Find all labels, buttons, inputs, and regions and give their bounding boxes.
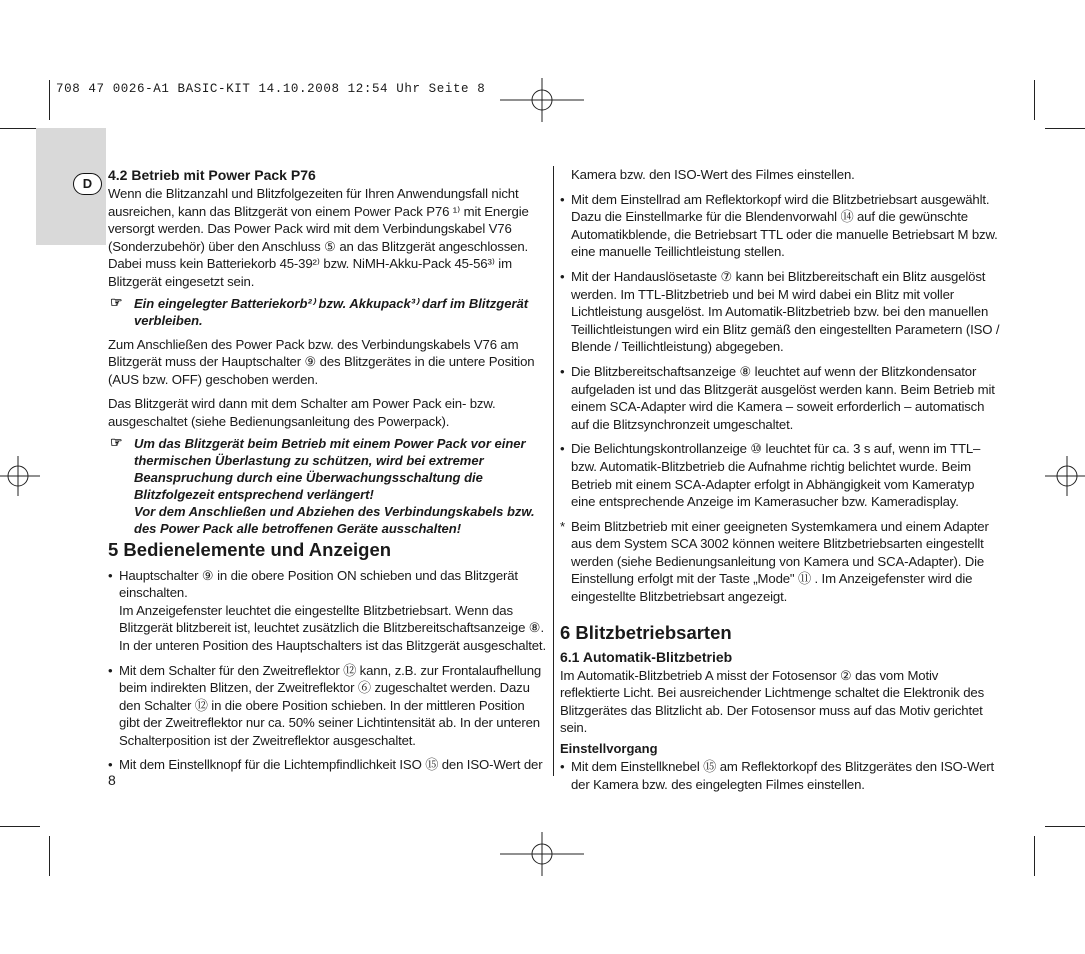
page-number: 8 xyxy=(108,772,116,788)
crop-mark xyxy=(0,826,40,827)
crop-mark xyxy=(1034,80,1035,120)
note xyxy=(108,295,548,329)
section-title-6-1: 6.1 Automatik-Blitzbetrieb xyxy=(560,648,733,665)
registration-mark-top xyxy=(500,78,584,122)
list-item: • Mit dem Einstellrad am Reflektorkopf wird die Blitzbetriebsart ausgewählt. Dazu die Einstellmarke für die Blendenvorwahl ⑭ auf die gewünschte Automatikblende, die Betriebsart TTL oder die manuelle Betriebsart M bzw. eine manuelle Teillichtleistung stellen. xyxy=(560,191,998,260)
pointing-hand-icon: ☞ xyxy=(110,433,123,450)
note-text: Vor dem Anschließen und Abziehen des Verbindungskabels bzw. des Power Pack alle betroffenen Geräte ausschalten! xyxy=(134,503,535,536)
list-item: • Mit dem Einstellknebel ⑮ am Reflektorkopf des Blitzgerätes den ISO-Wert der Kamera bzw. des eingelegten Filmes einstellen. xyxy=(560,759,995,792)
column-divider xyxy=(553,166,554,776)
section-title-6: 6 Blitzbetriebsarten xyxy=(560,621,732,643)
language-badge: D xyxy=(73,173,102,195)
note xyxy=(108,435,548,537)
crop-mark xyxy=(49,836,50,876)
registration-mark-bottom xyxy=(500,832,584,876)
paragraph: Zum Anschließen des Power Pack bzw. des Verbindungskabels V76 am Blitzgerät muss der Hauptschalter ⑨ des Blitzgerätes in die untere Position (AUS bzw. OFF) geschoben werden. xyxy=(108,336,535,387)
list-item: • Hauptschalter ⑨ in die obere Position ON schieben und das Blitzgerät einschalten. xyxy=(108,567,518,601)
paragraph: Im Automatik-Blitzbetrieb A misst der Fotosensor ② das vom Motiv reflektierte Licht. Bei ausreichender Lichtmenge schaltet die Elektronik des Blitzgerätes das Blitzlicht ab. Der Fotosensor muss auf das Motiv gerichtet sein. xyxy=(560,667,985,736)
list-item: • Mit der Handauslösetaste ⑦ kann bei Blitzbereitschaft ein Blitz ausgelöst werden. Im TTL-Blitzbetrieb und bei M wird dabei ein Blitz mit voller Lichtleistung ausgelöst. Im Automatik-Blitzbetrieb bzw. bei den manuellen Teillichtleistungen wird ein Blitz gemäß den eingestellten Parametern (ISO / Blende / Teillichtleistung) abgegeben. xyxy=(560,268,1000,355)
crop-mark xyxy=(1034,836,1035,876)
crop-mark xyxy=(1045,826,1085,827)
list-item: • Die Belichtungskontrollanzeige ⑩ leuchtet für ca. 3 s auf, wenn im TTL– bzw. Automatik-Blitzbetrieb die Aufnahme richtig belichtet wurde. Beim Betrieb mit einem SCA-Adapter erfolgt in Abhängigkeit vom Kameratyp eine entsprechende Anzeige im Kamerasucher bzw. Kameradisplay. xyxy=(560,441,981,510)
footnote: * Beim Blitzbetrieb mit einer geeigneten Systemkamera und einem Adapter aus dem System SCA 3002 können weitere Blitzbetriebsarten eingestellt werden (siehe Bedienungsanleitung von Kamera und SCA-Adapter). Die Einstellung erfolgt mit der Taste „Mode" ⑪ . Im Anzeigefenster wird die eingestellte Blitzbetriebsart angezeigt. xyxy=(560,518,989,605)
registration-mark-left xyxy=(0,456,40,496)
right-column xyxy=(560,166,1000,793)
paragraph: Das Blitzgerät wird dann mit dem Schalter am Power Pack ein- bzw. ausgeschaltet (siehe Bedienungsanleitung des Powerpack). xyxy=(108,396,496,429)
paragraph: Wenn die Blitzanzahl und Blitzfolgezeiten für Ihren Anwendungsfall nicht ausreichen, kann das Blitzgerät von einem Power Pack P76 ¹⁾ mit Energie versorgt werden. Das Power Pack wird mit dem Verbindungskabel V76 (Sonderzubehör) über den Anschluss ⑤ an das Blitzgerät angeschlossen. Dabei muss kein Batteriekorb 45-39²⁾ bzw. NiMH-Akku-Pack 45-56³⁾ im Blitzgerät eingesetzt sein. xyxy=(108,186,529,289)
left-column xyxy=(108,166,548,774)
list-item-continuation: Kamera bzw. den ISO-Wert des Filmes einstellen. xyxy=(571,167,855,182)
note-text: Ein eingelegter Batteriekorb²⁾ bzw. Akkupack³⁾ darf im Blitzgerät verbleiben. xyxy=(134,295,529,328)
list-item: • Mit dem Einstellknopf für die Lichtempfindlichkeit ISO ⑮ den ISO-Wert der xyxy=(108,757,543,773)
subheading-einstellvorgang: Einstellvorgang xyxy=(560,741,658,757)
crop-mark xyxy=(1045,128,1085,129)
crop-mark xyxy=(49,80,50,120)
registration-mark-right xyxy=(1045,456,1085,496)
section-title-5: 5 Bedienelemente und Anzeigen xyxy=(108,538,392,560)
print-header: 708 47 0026-A1 BASIC-KIT 14.10.2008 12:54 Uhr Seite 8 xyxy=(56,82,486,96)
list-item: • Die Blitzbereitschaftsanzeige ⑧ leuchtet auf wenn der Blitzkondensator aufgeladen ist und das Blitzgerät ausgelöst werden kann. Beim Betrieb mit einem SCA-Adapter wird die Kamera – soweit erforderlich – automatisch auf die Blitzsynchronzeit umgeschaltet. xyxy=(560,363,995,432)
list-item: • Mit dem Schalter für den Zweitreflektor ⑫ kann, z.B. zur Frontalaufhellung beim indirekten Blitzen, der Zweitreflektor ⑥ zugeschaltet werden. Dazu den Schalter ⑫ in die obere Position schieben. In der mittleren Position gibt der Zweitreflektor nur ca. 50% seiner Lichtintensität ab. In der unteren Schalterposition ist der Zweitreflektor ausgeschaltet. xyxy=(108,662,542,748)
section-title-4-2: 4.2 Betrieb mit Power Pack P76 xyxy=(108,167,316,183)
list-item-continuation: Im Anzeigefenster leuchtet die eingestellte Blitzbetriebsart. Wenn das Blitzgerät blitzbereit ist, leuchtet zusätzlich die Blitzbereitschaftsanzeige ⑧. In der unteren Position des Hauptschalters ist das Blitzgerät ausgeschaltet. xyxy=(119,602,546,653)
pointing-hand-icon: ☞ xyxy=(110,293,123,310)
note-text: Um das Blitzgerät beim Betrieb mit einem Power Pack vor einer thermischen Überlastung zu schützen, wird bei extremer Beanspruchung durch eine Überwachungsschaltung die Blitzfolgezeit entsprechend verlängert! xyxy=(134,435,526,502)
crop-mark xyxy=(0,128,40,129)
